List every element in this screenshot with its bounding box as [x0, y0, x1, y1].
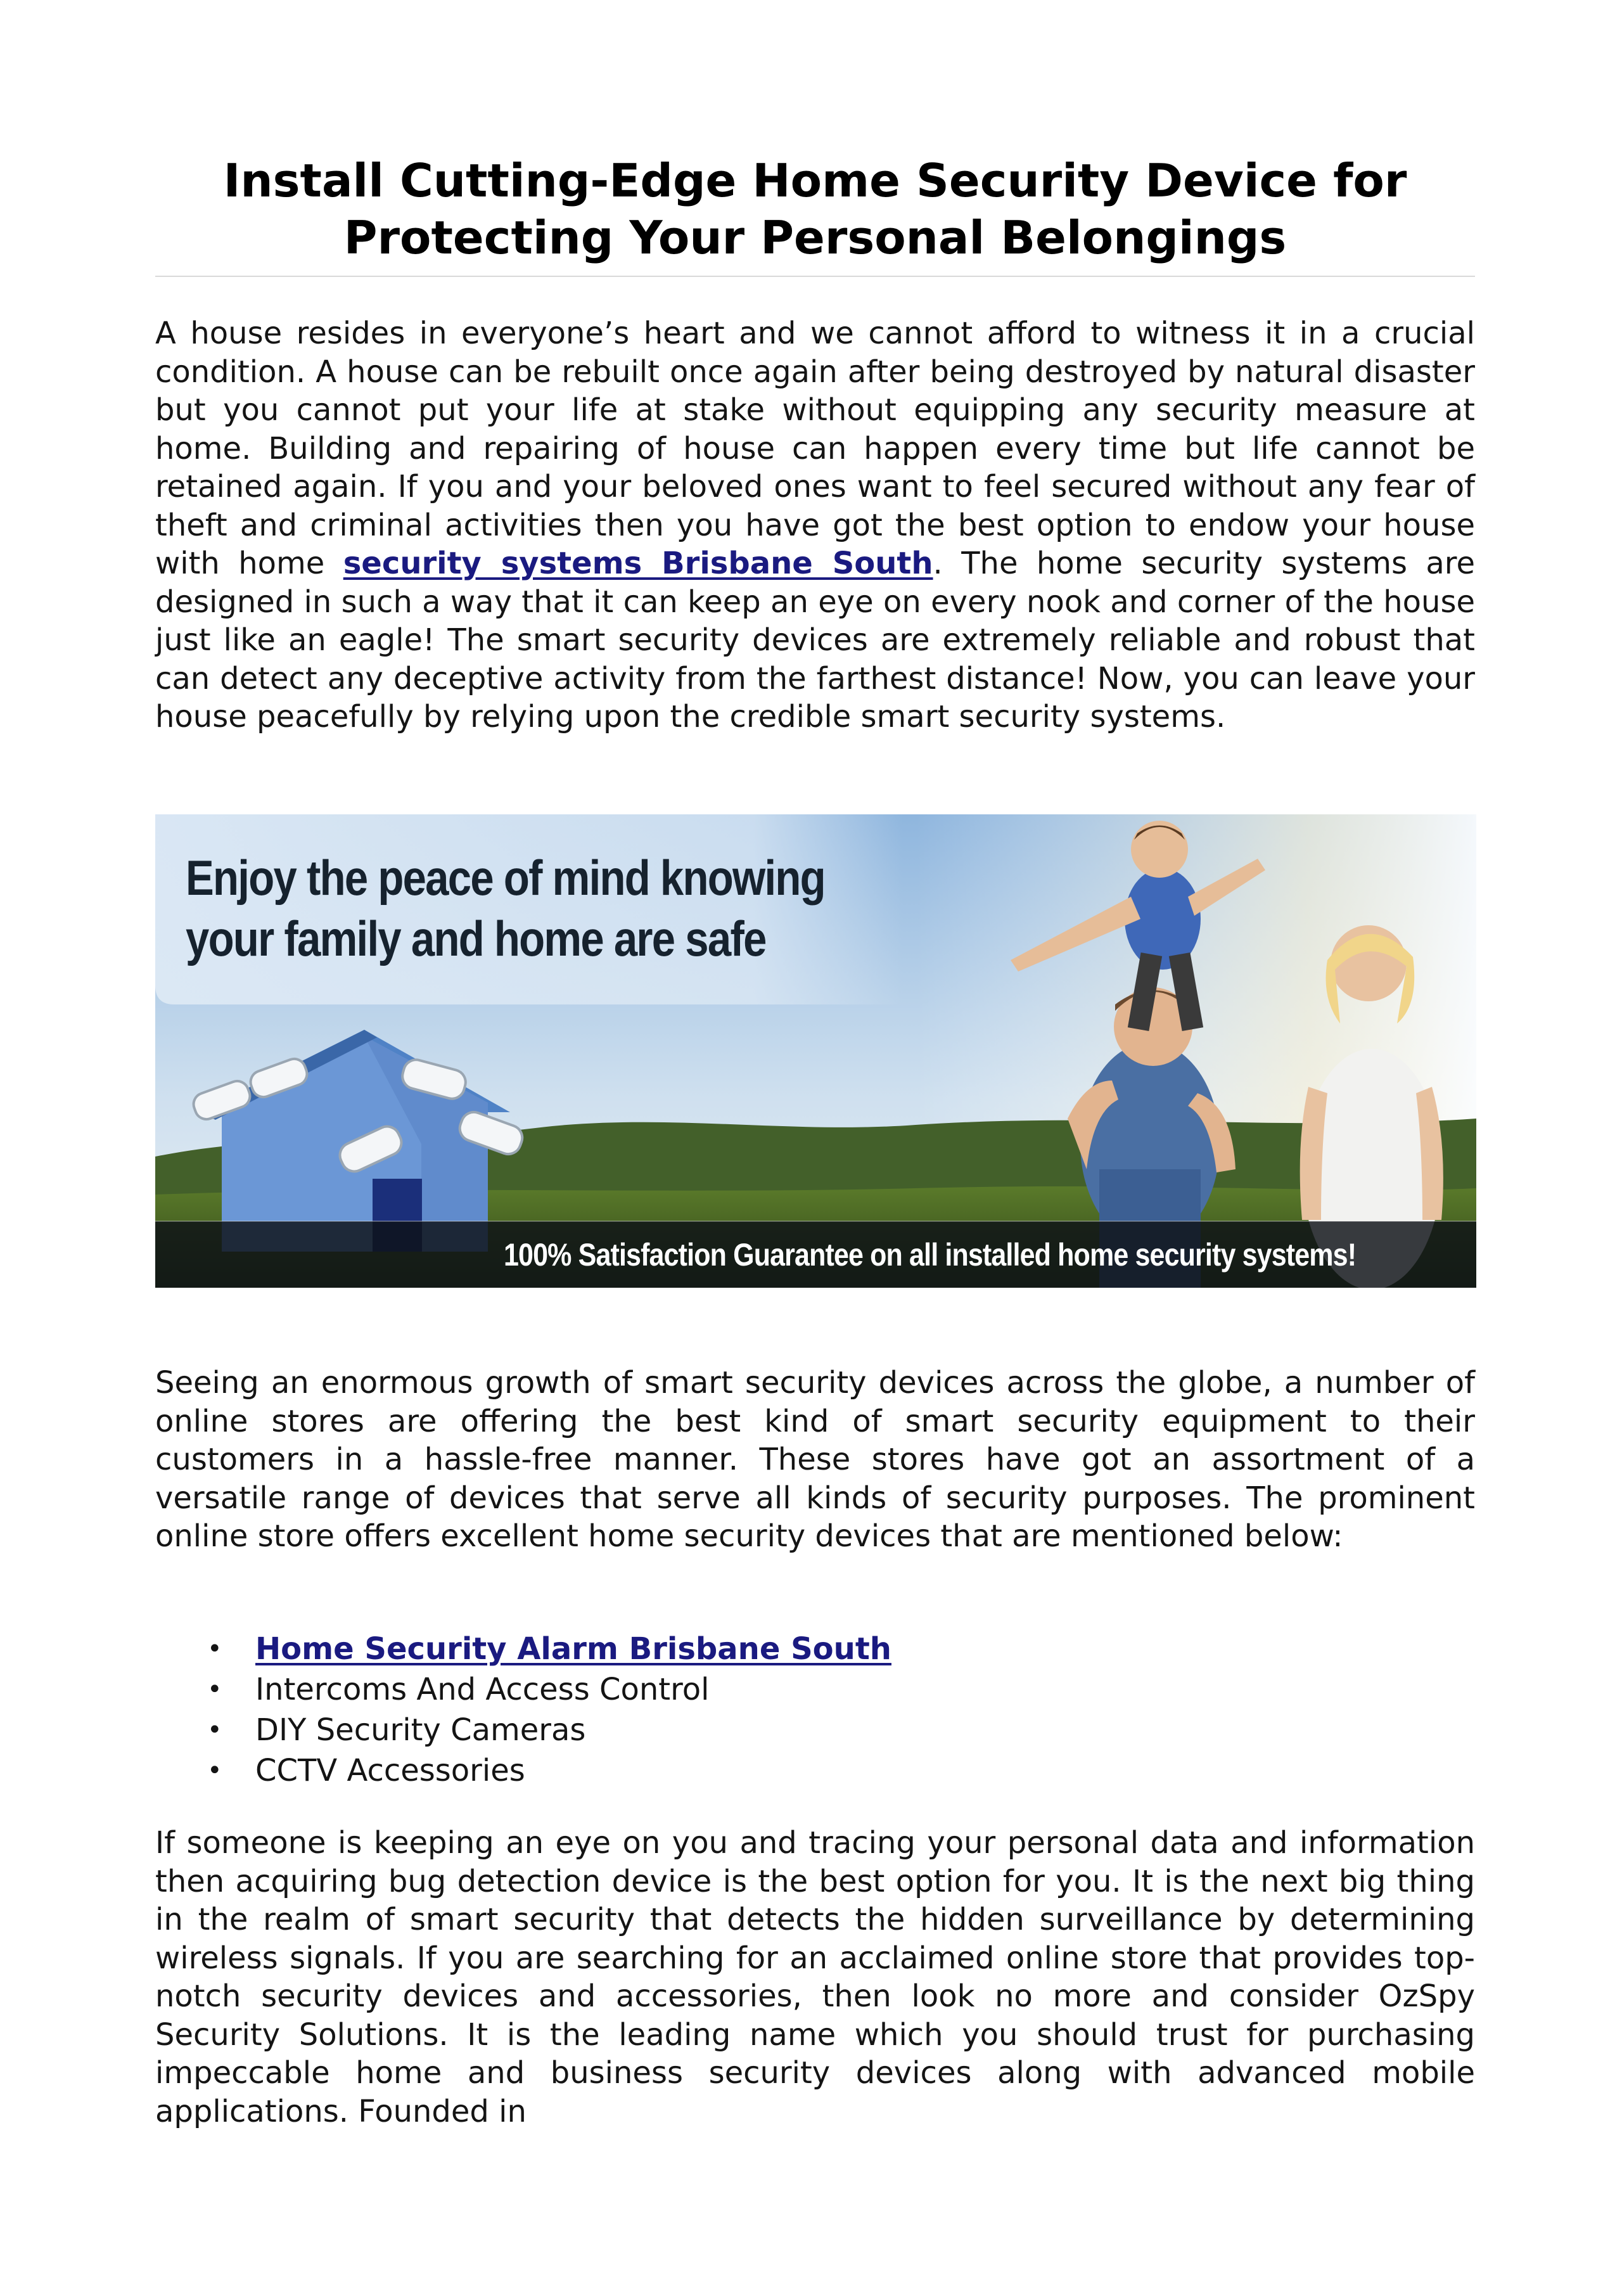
list-item-label: DIY Security Cameras — [255, 1712, 586, 1748]
promo-banner-image — [155, 814, 1476, 1288]
banner-guarantee-text: 100% Satisfaction Guarantee on all installed home security systems! — [504, 1237, 1357, 1273]
bullet-icon: • — [207, 1634, 222, 1664]
stores-paragraph: Seeing an enormous growth of smart security devices across the globe, a number of online stores are offering the best kind of smart security equipment to their customers in a hassle-free manner. These stores have got an assortment of a versatile range of devices that serve all kinds of security purposes. The prominent online store offers excellent home security devices that are mentioned below: — [155, 1365, 1475, 1554]
title-divider — [155, 276, 1475, 277]
intro-text-end: . The home security systems are designed in such a way that it can keep an eye on every nook and corner of the house just like an eagle! The smart security devices are extremely reliable and robust that can detect any deceptive activity from the farthest distance! Now, you can leave your house peacefully by relying upon the credible smart security systems. — [155, 546, 1475, 734]
devices-list — [155, 1629, 1475, 1791]
bullet-icon: • — [207, 1675, 222, 1704]
banner-headline-line2: your family and home are safe — [186, 911, 766, 966]
bullet-icon: • — [207, 1756, 222, 1785]
bullet-icon: • — [207, 1716, 222, 1745]
list-item-label: CCTV Accessories — [255, 1753, 525, 1788]
list-item — [155, 1669, 1475, 1710]
intro-text-start: A house resides in everyone’s heart and we cannot afford to witness it in a crucial condition. A house can be rebuilt once again after being destroyed by natural disaster but you cannot put your life at stake without equipping any security measure at home. Building and repairing of house can happen every time but life cannot be retained again. If you and your beloved ones want to feel secured without any fear of theft and criminal activities then you have got the best option to endow your house with home — [155, 316, 1475, 581]
list-item — [155, 1750, 1475, 1791]
security-systems-link[interactable]: security systems Brisbane South — [343, 546, 933, 581]
list-item — [155, 1710, 1475, 1750]
list-item-label: Intercoms And Access Control — [255, 1672, 710, 1707]
intro-paragraph — [155, 314, 1475, 736]
banner-headline-line1: Enjoy the peace of mind knowing — [186, 850, 825, 906]
banner-headline — [186, 847, 867, 969]
bug-detection-paragraph: If someone is keeping an eye on you and tracing your personal data and information then acquiring bug detection device is the best option for you. It is the next big thing in the realm of smart security that detects the hidden surveillance by determining wireless signals. If you are searching for an acclaimed online store that provides top-notch security devices and accessories, then look no more and consider OzSpy Security Solutions. It is the leading name which you should trust for purchasing impeccable home and business security devices along with advanced mobile applications. Founded in — [155, 1825, 1475, 2129]
home-security-alarm-link[interactable]: Home Security Alarm Brisbane South — [255, 1631, 891, 1667]
page-title: Install Cutting-Edge Home Security Device for Protecting Your Personal Belongings — [223, 154, 1407, 264]
list-item — [155, 1629, 1475, 1669]
